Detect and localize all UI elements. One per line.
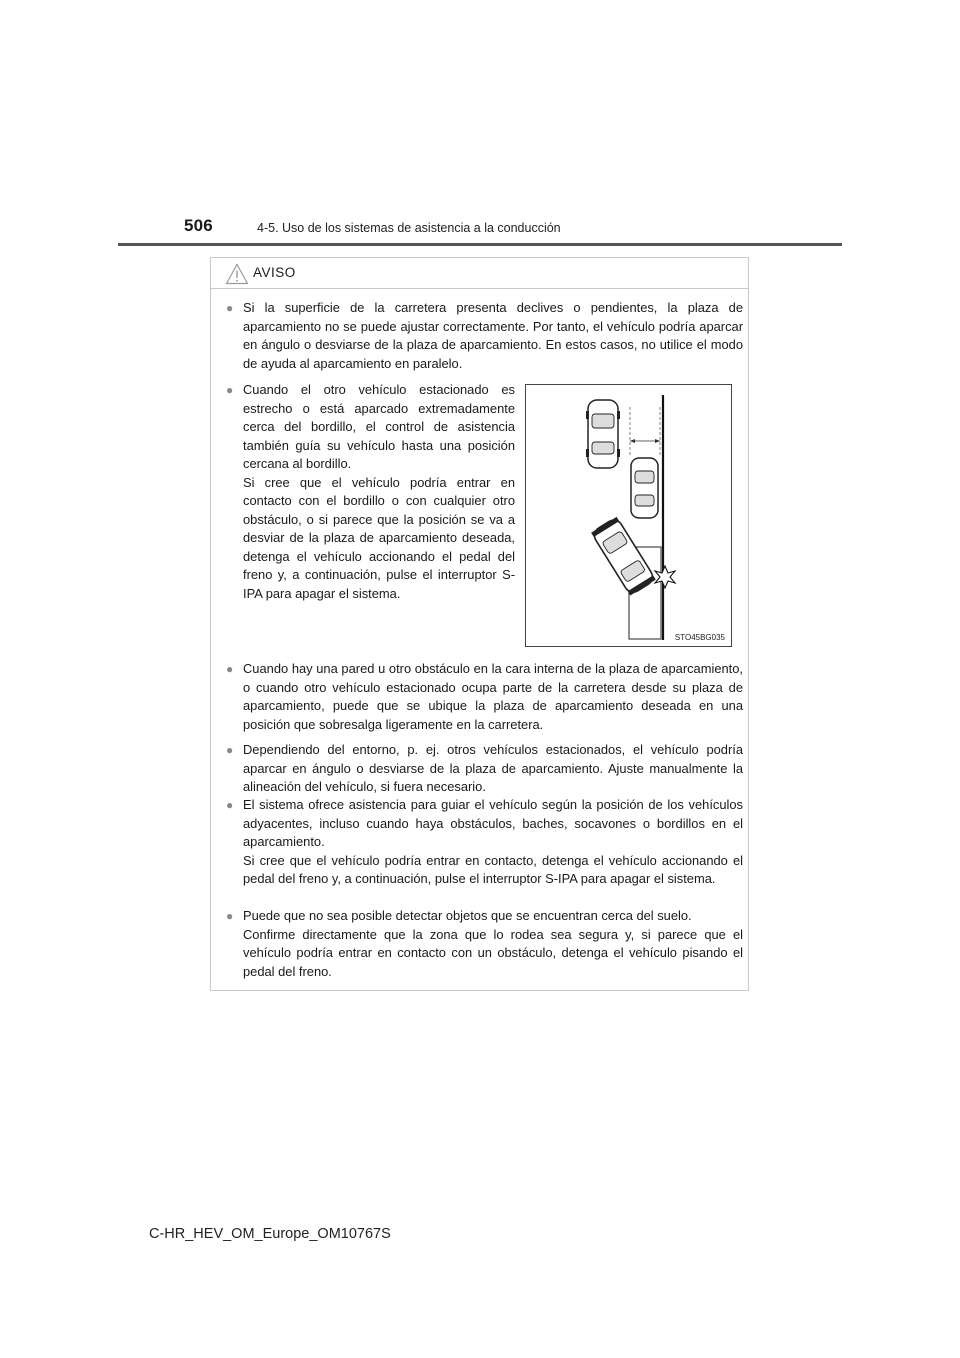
bullet-dot-icon: ● bbox=[226, 383, 234, 397]
warning-triangle-icon bbox=[225, 263, 249, 285]
warning-bullet bbox=[226, 796, 743, 889]
bullet-text: Si cree que el vehículo podría entrar en contacto, detenga el vehículo accionando el pedal del freno y, a continuación, pulse el interruptor S-IPA para apagar el sistema. bbox=[243, 852, 743, 886]
bullet-text: Puede que no sea posible detectar objetos que se encuentran cerca del suelo. bbox=[243, 908, 692, 923]
collision-star-icon bbox=[655, 566, 675, 588]
header-divider bbox=[118, 243, 842, 246]
bullet-dot-icon: ● bbox=[226, 301, 234, 315]
bullet-text: Confirme directamente que la zona que lo rodea sea segura y, si parece que el vehículo podría entrar en contacto con un obstáculo, detenga el vehículo pisando el pedal del freno. bbox=[243, 926, 743, 979]
bullet-text: Dependiendo del entorno, p. ej. otros vehículos estacionados, el vehículo podría aparcar en ángulo o desviarse de la plaza de aparcamiento. Ajuste manualmente la alineación del vehículo, si fuera necesario. bbox=[243, 742, 743, 794]
parked-car-icon bbox=[586, 400, 620, 468]
bullet-dot-icon: ● bbox=[226, 909, 234, 923]
warning-bullet bbox=[226, 381, 515, 603]
page-number: 506 bbox=[184, 216, 213, 235]
warning-bullet bbox=[226, 660, 743, 734]
bullet-text: Cuando el otro vehículo estacionado es estrecho o está aparcado extremadamente cerca del bordillo, el control de asistencia también guía su vehículo hasta una posición cercana al bordillo. bbox=[243, 382, 515, 471]
bullet-dot-icon: ● bbox=[226, 798, 234, 812]
parking-illustration bbox=[525, 384, 732, 647]
warning-title: AVISO bbox=[253, 265, 296, 280]
own-car-icon bbox=[591, 517, 656, 596]
bullet-text: Si cree que el vehículo podría entrar en contacto con el bordillo o con cualquier otro obstáculo, o si parece que la posición se va a desviar de la plaza de aparcamiento deseada, detenga el vehículo accionando el pedal del freno y, a continuación, pulse el interruptor S-IPA para apagar el sistema. bbox=[243, 474, 515, 601]
warning-bullet bbox=[226, 741, 743, 797]
bullet-text: Si la superficie de la carretera presenta declives o pendientes, la plaza de aparcamiento no se puede ajustar correctamente. Por tanto, el vehículo podría aparcar en ángulo o desviarse de la plaza de aparcamiento. En estos casos, no utilice el modo de ayuda al aparcamiento en paralelo. bbox=[243, 300, 743, 371]
document-id: C-HR_HEV_OM_Europe_OM10767S bbox=[149, 1226, 391, 1242]
warning-bullet bbox=[226, 299, 743, 373]
section-title: 4-5. Uso de los sistemas de asistencia a la conducción bbox=[257, 221, 561, 235]
bullet-dot-icon: ● bbox=[226, 662, 234, 676]
bullet-dot-icon: ● bbox=[226, 743, 234, 757]
parking-diagram bbox=[526, 385, 731, 646]
bullet-text: El sistema ofrece asistencia para guiar el vehículo según la posición de los vehículos adyacentes, incluso cuando haya obstáculos, baches, socavones o bordillos en el aparcamiento. bbox=[243, 797, 743, 849]
figure-code: STO45BG035 bbox=[674, 633, 725, 642]
warning-header bbox=[211, 258, 748, 289]
bullet-text: Cuando hay una pared u otro obstáculo en la cara interna de la plaza de aparcamiento, o cuando otro vehículo estacionado ocupa parte de la carretera desde su plaza de aparcamiento, puede que se ubique la plaza de aparcamiento deseada en una posición que sobresalga ligeramente en la carretera. bbox=[243, 661, 743, 732]
parked-car-icon bbox=[631, 458, 658, 518]
warning-bullet bbox=[226, 907, 743, 981]
